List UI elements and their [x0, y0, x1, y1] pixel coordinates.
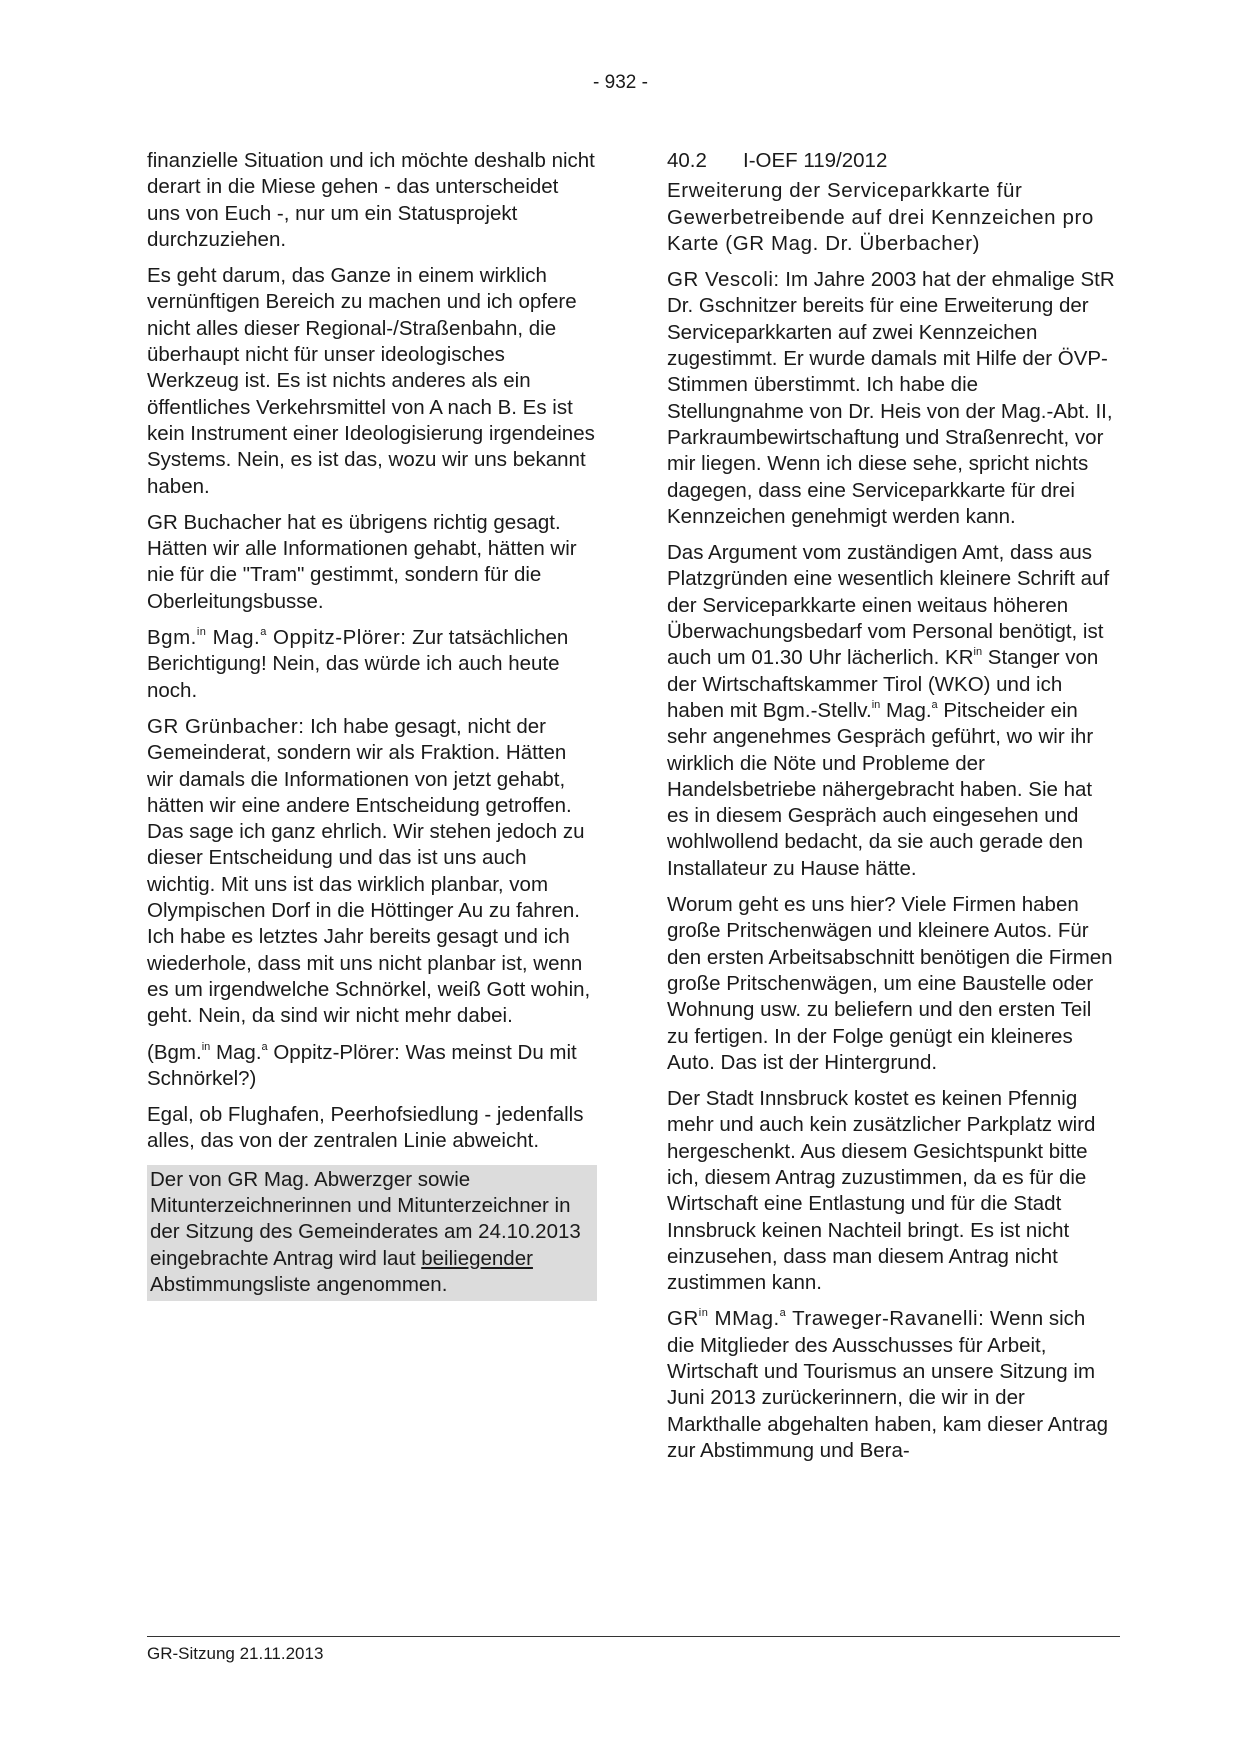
footer-session-date: GR-Sitzung 21.11.2013 [147, 1644, 324, 1663]
speech-text: Im Jahre 2003 hat der ehmalige StR Dr. Gschnitzer bereits für eine Erweiterung der Serviceparkkarten auf zwei Kennzeichen zugestimmt. Er wurde damals mit Hilfe der ÖVP-Stimmen überstimmt. Ich habe die Stellungnahme von Dr. Heis von der Mag.-Abt. II, Parkraumbewirtschaftung und Straßenrecht, vor mir liegen. Wenn ich diese sehe, spricht nichts dagegen, dass eine Serviceparkkarte für drei Kennzeichen genehmigt werden kann. [667, 268, 1115, 528]
speaker-name: $GR^{in}$ MMag.$^a$ Traweger-Ravanelli: [667, 1307, 985, 1331]
agenda-item-code: I-OEF 119/2012 [743, 149, 888, 172]
paragraph: Egal, ob Flughafen, Peerhofsiedlung - jedenfalls alles, das von der zentralen Linie abweicht. [147, 1103, 584, 1153]
paragraph: finanzielle Situation und ich möchte deshalb nicht derart in die Miese gehen - das unterscheidet uns von Euch -, nur um ein Statusprojekt durchzuziehen. [147, 149, 595, 251]
paragraph: Es geht darum, das Ganze in einem wirklich vernünftigen Bereich zu machen und ich opfere nicht alles dieser Regional-/Straßenbahn, die überhaupt nicht für unser ideologisches Werkzeug ist. Es ist nichts anderes als ein öffentliches Verkehrsmittel von A nach B. Es ist kein Instrument einer Ideologisierung irgendeines Systems. Nein, es ist das, wozu wir uns bekannt haben. [147, 264, 595, 498]
speech-paragraph [147, 625, 597, 704]
speaker-name: GR Vescoli: [667, 268, 780, 292]
speech-text: Zur tatsächlichen Berichtigung! Nein, das würde ich auch heute noch. [147, 626, 569, 702]
attachment-link: beiliegender [421, 1246, 533, 1270]
agenda-item-number: 40.2 [667, 149, 707, 172]
speech-paragraph [667, 1306, 1117, 1464]
footer-divider [147, 1636, 1120, 1637]
paragraph: Worum geht es uns hier? Viele Firmen haben große Pritschenwägen und kleinere Autos. Für den ersten Arbeitsabschnitt benötigen die Firmen große Pritschenwägen, um eine Baustelle oder Wohnung usw. zu beliefern und den ersten Teil zu fertigen. In der Folge genügt ein kleineres Auto. Das ist der Hintergrund. [667, 893, 1113, 1074]
speech-text: Wenn sich die Mitglieder des Ausschusses für Arbeit, Wirtschaft und Tourismus an unsere Sitzung im Juni 2013 zurückerinnern, die wir in der Markthalle abgehalten haben, kam dieser Antrag zur Abstimmung und Bera- [667, 1307, 1109, 1462]
agenda-item-title: Erweiterung der Serviceparkkarte für Gewerbetreibende auf drei Kennzeichen pro Karte (GR Mag. Dr. Überbacher) [667, 179, 1094, 255]
interjection: (Bgm.$^{in}$ Mag.$^a$ Oppitz-Plörer: Was meinst Du mit Schnörkel?) [147, 1040, 577, 1090]
agenda-item-header [667, 148, 1117, 174]
left-column [147, 148, 597, 1311]
speaker-name: Bgm.$^{in}$ Mag.$^a$ Oppitz-Plörer: [147, 626, 407, 650]
paragraph: Der Stadt Innsbruck kostet es keinen Pfennig mehr und auch kein zusätzlicher Parkplatz wird hergeschenkt. Aus diesem Gesichtspunkt bitte ich, diesem Antrag zuzustimmen, da es für die Wirtschaft eine Entlastung und für die Stadt Innsbruck keinen Nachteil bringt. Es ist nicht einzusehen, dass man diesem Antrag nicht zustimmen kann. [667, 1087, 1096, 1295]
paragraph: GR Buchacher hat es übrigens richtig gesagt. Hätten wir alle Informationen gehabt, hätten wir nie für die "Tram" gestimmt, sondern für die Oberleitungsbusse. [147, 510, 577, 613]
decision-box: Der von GR Mag. Abwerzger sowie Mitunterzeichnerinnen und Mitunterzeichner in der Sitzung des Gemeinderates am 24.10.2013 eingebrachte Antrag wird laut beiliegender Abstimmungsliste angenommen. [147, 1165, 597, 1301]
speech-paragraph [667, 267, 1117, 530]
speech-paragraph [147, 714, 597, 1030]
page-number: - 932 - [593, 72, 648, 93]
paragraph: Das Argument vom zuständigen Amt, dass aus Platzgründen eine wesentlich kleinere Schrift auf der Serviceparkkarte einen weitaus höheren Überwachungsbedarf vom Personal benötigt, ist auch um 01.30 Uhr lächerlich. $KR^{in}$ Stanger von der Wirtschaftskammer Tirol (WKO) und ich haben mit Bgm.-Stellv.$^{in}$ Mag.$^a$ Pitscheider ein sehr angenehmes Gespräch geführt, wo wir ihr wirklich die Nöte und Probleme der Handelsbetriebe nähergebracht haben. Sie hat es in diesem Gespräch auch eingesehen und wohlwollend bedacht, da sie auch gerade den Installateur zu Hause hätte. [667, 541, 1110, 880]
speech-text: Ich habe gesagt, nicht der Gemeinderat, sondern wir als Fraktion. Hätten wir damals die Informationen von jetzt gehabt, hätten wir eine andere Entscheidung getroffen. Das sage ich ganz ehrlich. Wir stehen jedoch zu dieser Entscheidung und das ist uns auch wichtig. Mit uns ist das wirklich planbar, vom Olympischen Dorf in die Höttinger Au zu fahren. Ich habe es letztes Jahr bereits gesagt und ich wiederhole, dass mit uns nicht planbar ist, wenn es um irgendwelche Schnörkel, weiß Gott wohin, geht. Nein, da sind wir nicht mehr dabei. [147, 714, 591, 1028]
speaker-name: GR Grünbacher: [147, 714, 305, 738]
right-column [667, 148, 1117, 1474]
